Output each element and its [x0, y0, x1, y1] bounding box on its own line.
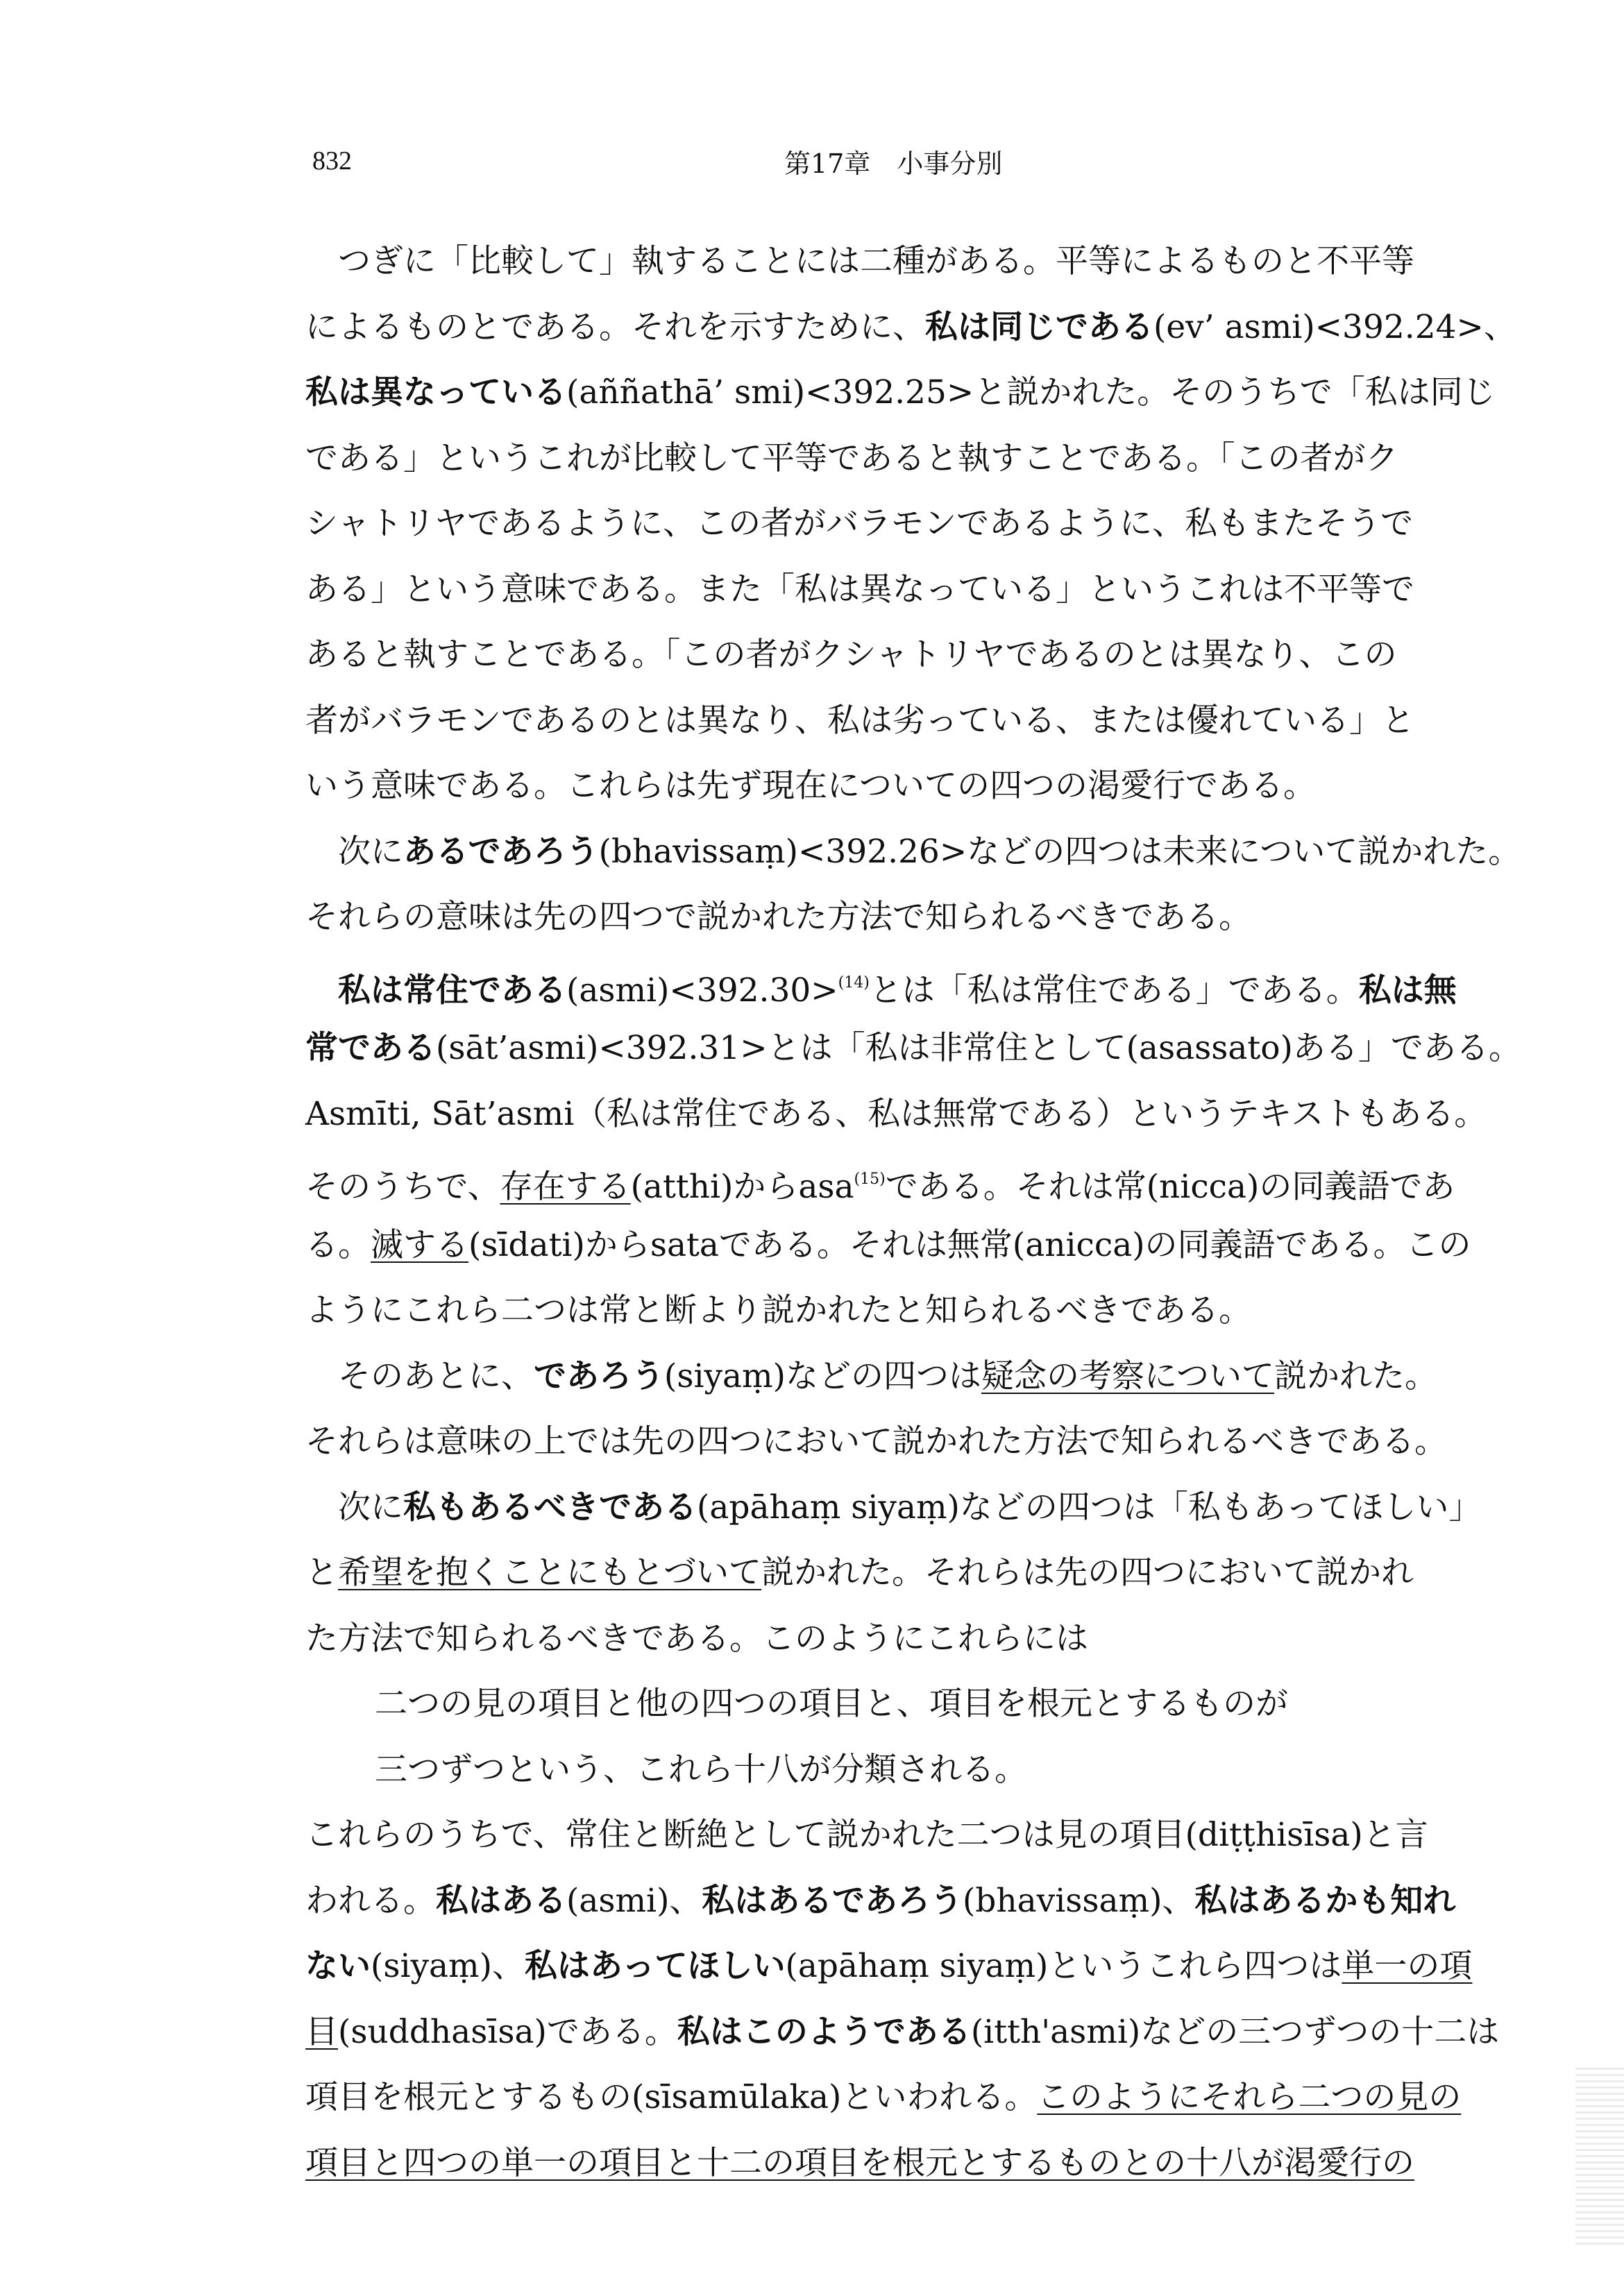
text-line: [305, 2131, 1499, 2197]
text-segment: シャトリヤであるように、この者がバラモンであるように、私もまたそうで: [305, 504, 1414, 543]
text-segment: それらは意味の上では先の四つにおいて説かれた方法で知られるべきである。: [305, 1422, 1447, 1461]
bold-term: 私は異なっている: [305, 373, 566, 411]
text-segment: つぎに「比較して」執することには二種がある。平等によるものと不平等: [338, 242, 1414, 280]
text-line: [305, 1409, 1499, 1475]
text-segment: である。それは常(nicca)の同義語であ: [885, 1168, 1455, 1206]
text-segment: である」というこれが比較して平等であると執すことである。「この者がク: [305, 439, 1398, 477]
verse-line: [305, 1737, 1499, 1803]
underlined-phrase: 疑念の考察について: [981, 1357, 1275, 1395]
bold-term: 私は常住である: [338, 971, 566, 1010]
text-segment: ある」という意味である。また「私は異なっている」というこれは不平等で: [305, 570, 1414, 609]
bold-term: 私は同じである: [925, 307, 1153, 346]
text-line: [305, 1803, 1499, 1869]
bold-term: ない: [305, 1947, 371, 1985]
text-line: [305, 491, 1499, 557]
footnote-marker: (14): [838, 973, 870, 992]
text-segment: そのあとに、: [338, 1357, 534, 1395]
text-segment: そのうちで、: [305, 1168, 500, 1206]
text-line: [305, 819, 1521, 885]
text-line: [305, 1278, 1499, 1344]
text-line: [305, 229, 1499, 295]
underlined-phrase: このようにそれら二つの見の: [1037, 2078, 1462, 2116]
underlined-phrase: 存在する: [500, 1168, 631, 1206]
bold-term: 常である: [305, 1029, 436, 1067]
underlined-phrase: 希望を抱くことにもとづいて: [338, 1554, 762, 1592]
verse-line: [305, 1672, 1499, 1737]
text-line: [305, 1540, 1499, 1606]
underlined-phrase: 項目と四つの単一の項目と十二の項目を根元とするものとの十八が渇愛行の: [305, 2143, 1414, 2182]
text-line: [305, 1475, 1499, 1541]
text-line: [305, 1147, 1499, 1213]
text-segment: (apāhaṃ siyaṃ)というこれら四つは: [785, 1947, 1342, 1985]
bold-term: 私はこのようである: [677, 2012, 971, 2051]
text-segment: 項目を根元とするもの(sīsamūlaka)といわれる。: [305, 2078, 1038, 2116]
running-head: 第17章 小事分別: [784, 148, 1003, 179]
text-segment: (siyaṃ)などの四つは: [664, 1357, 981, 1395]
bold-term: であろう: [534, 1357, 664, 1395]
text-line: [305, 754, 1499, 819]
text-segment: (asmi)、: [566, 1881, 702, 1920]
text-segment: (asmi)<392.30>: [566, 971, 838, 1010]
text-segment: (sāt’asmi)<392.31>とは「私は非常住として(asassato)ある」である。: [436, 1029, 1521, 1067]
bold-term: 私もあるべきである: [403, 1488, 697, 1527]
text-segment: る。: [305, 1225, 371, 1264]
text-segment: (atthi)からasa: [630, 1168, 854, 1206]
text-segment: (sīdati)からsataである。それは無常(anicca)の同義語である。この: [468, 1225, 1471, 1264]
underlined-phrase: 滅する: [371, 1225, 468, 1264]
text-segment: とは「私は常住である」である。: [869, 971, 1359, 1010]
text-segment: われる。: [305, 1881, 436, 1920]
text-line: [305, 557, 1499, 623]
underlined-phrase: 単一の項: [1342, 1947, 1473, 1985]
text-segment: いう意味である。これらは先ず現在についての四つの渇愛行である。: [305, 767, 1317, 805]
text-segment: (apāhaṃ siyaṃ)などの四つは「私もあってほしい」: [697, 1488, 1482, 1527]
text-line: [305, 1016, 1521, 1082]
text-segment: 説かれた。それらは先の四つにおいて説かれ: [761, 1554, 1414, 1592]
text-segment: た方法で知られるべきである。このようにこれらには: [305, 1619, 1088, 1658]
text-line: [305, 1213, 1499, 1279]
text-segment: (siyaṃ)、: [371, 1947, 525, 1985]
text-line: [305, 622, 1499, 688]
text-line: [305, 2065, 1499, 2131]
text-segment: 二つの見の項目と他の四つの項目と、項目を根元とするものが: [375, 1685, 1288, 1723]
text-line: [305, 885, 1499, 951]
bold-term: 私は無: [1358, 971, 1457, 1010]
bold-term: 私はあってほしい: [524, 1947, 786, 1985]
bold-term: 私はあるであろう: [702, 1881, 963, 1920]
text-segment: (itth'asmi)などの三つずつの十二は: [970, 2012, 1500, 2051]
text-segment: それらの意味は先の四つで説かれた方法で知られるべきである。: [305, 898, 1251, 936]
text-segment: によるものとである。それを示すために、: [305, 307, 925, 346]
text-segment: Asmīti, Sāt’asmi（私は常住である、私は無常である）というテキストもある。: [305, 1094, 1487, 1133]
text-segment: あると執すことである。「この者がクシャトリヤであるのとは異なり、この: [305, 636, 1397, 674]
text-segment: (aññathā’ smi)<392.25>と説かれた。そのうちで「私は同じ: [566, 373, 1496, 411]
text-line: [305, 1344, 1499, 1410]
text-segment: と: [305, 1554, 338, 1592]
body-text: [305, 229, 1521, 2196]
bold-term: 私はあるかも知れ: [1194, 1881, 1456, 1920]
text-segment: これらのうちで、常住と断絶として説かれた二つは見の項目(diṭṭhisīsa)と言: [305, 1816, 1428, 1854]
text-line: [305, 1082, 1499, 1148]
scan-edge-noise: [1575, 2068, 1624, 2248]
text-line: [305, 951, 1499, 1017]
text-line: [305, 295, 1516, 361]
text-segment: (bhavissaṃ)<392.26>などの四つは未来について説かれた。: [598, 832, 1521, 871]
text-segment: ようにこれら二つは常と断より説かれたと知られるべきである。: [305, 1291, 1251, 1329]
bold-term: あるであろう: [403, 832, 599, 871]
text-line: [305, 1869, 1499, 1934]
text-line: [305, 1606, 1499, 1672]
text-line: [305, 688, 1499, 754]
text-line: [305, 426, 1499, 492]
text-segment: 説かれた。: [1274, 1357, 1438, 1395]
footnote-marker: (15): [854, 1171, 886, 1188]
text-segment: 次に: [338, 832, 403, 871]
underlined-phrase: 目: [305, 2012, 338, 2051]
text-line: [305, 360, 1499, 426]
text-segment: (suddhasīsa)である。: [338, 2012, 677, 2051]
text-line: [305, 2000, 1499, 2066]
page-number: 832: [312, 146, 352, 176]
bold-term: 私はある: [436, 1881, 566, 1920]
text-segment: 者がバラモンであるのとは異なり、私は劣っている、または優れている」と: [305, 701, 1414, 740]
text-segment: (bhavissaṃ)、: [962, 1881, 1195, 1920]
text-segment: 三つずつという、これら十八が分類される。: [375, 1750, 1027, 1789]
text-line: [305, 1934, 1499, 2000]
text-segment: (ev’ asmi)<392.24>、: [1153, 307, 1516, 346]
text-segment: 次に: [338, 1488, 403, 1527]
